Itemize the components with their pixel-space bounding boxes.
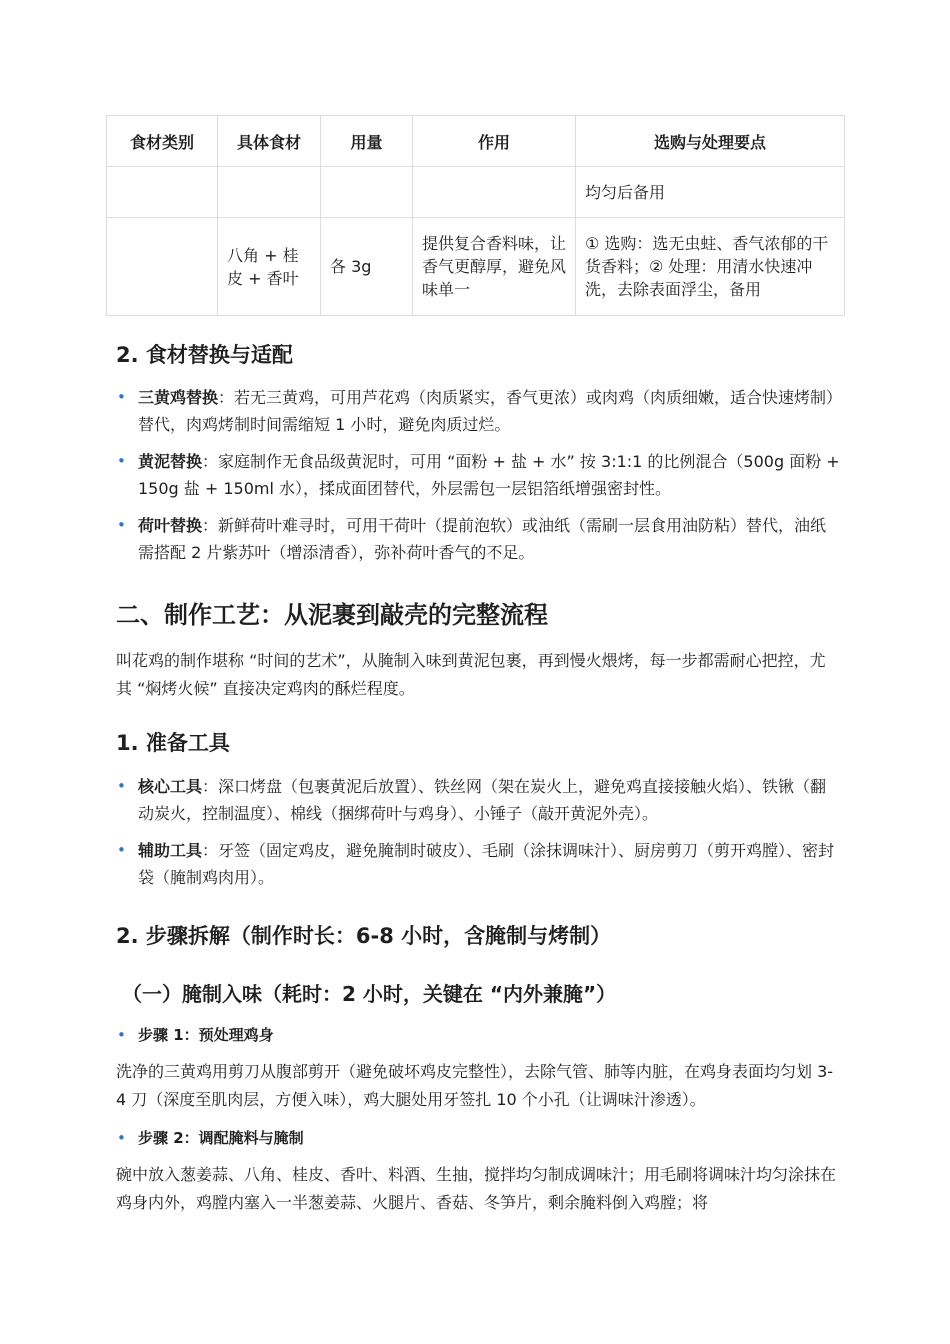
table-header-cell: 选购与处理要点 [576,116,845,167]
item-label: 荷叶替换 [138,516,203,535]
table-cell [107,218,218,316]
process-intro: 叫花鸡的制作堪称 “时间的艺术”，从腌制入味到黄泥包裹，再到慢火煨烤，每一步都需耐心把控，尤其 “焖烤火候” 直接决定鸡肉的酥烂程度。 [116,651,826,698]
item-text: ：新鲜荷叶难寻时，可用干荷叶（提前泡软）或油纸（需刷一层食用油防粘）替代，油纸需搭配 2 片紫苏叶（增添清香），弥补荷叶香气的不足。 [138,516,827,562]
list-item [116,773,840,827]
table-header-cell: 具体食材 [218,116,321,167]
item-text: ：家庭制作无食品级黄泥时，可用 “面粉 + 盐 + 水” 按 3:1:1 的比例混合（500g 面粉 + 150g 盐 + 150ml 水），揉成面团替代，外层需包一层铝箔纸增强密封性。 [138,452,840,498]
step-1-label: • 步骤 1：预处理鸡身 [116,1023,274,1047]
substitution-list [116,384,840,566]
table-cell [107,167,218,218]
step-1-text: 洗净的三黄鸡用剪刀从腹部剪开（避免破坏鸡皮完整性），去除气管、肺等内脏，在鸡身表面均匀划 3-4 刀（深度至肌肉层，方便入味），鸡大腿处用牙签扎 10 个小孔（让调味汁渗透）。 [116,1062,834,1109]
table-cell [218,167,321,218]
process-heading: 二、制作工艺：从泥裹到敲壳的完整流程 [116,601,548,629]
table-cell [413,167,576,218]
table-header-row [107,116,845,167]
table-cell: 八角 + 桂皮 + 香叶 [218,218,321,316]
tools-heading: 1. 准备工具 [116,731,230,755]
table-header-cell: 作用 [413,116,576,167]
step-2-text: 碗中放入葱姜蒜、八角、桂皮、香叶、料酒、生抽，搅拌均匀制成调味汁；用毛刷将调味汁均匀涂抹在鸡身内外，鸡膛内塞入一半葱姜蒜、火腿片、香菇、冬笋片，剩余腌料倒入鸡膛；将 [116,1165,837,1212]
item-text: ：牙签（固定鸡皮，避免腌制时破皮）、毛刷（涂抹调味汁）、厨房剪刀（剪开鸡膛）、密封袋（腌制鸡肉用）。 [138,841,835,887]
table-cell: 提供复合香料味，让香气更醇厚，避免风味单一 [413,218,576,316]
ingredients-table [106,115,845,316]
list-item [116,448,840,502]
substitution-heading: 2. 食材替换与适配 [116,343,293,367]
item-text: ：若无三黄鸡，可用芦花鸡（肉质紧实，香气更浓）或肉鸡（肉质细嫩，适合快速烤制）替代，肉鸡烤制时间需缩短 1 小时，避免肉质过烂。 [138,388,835,434]
step-2-label: • 步骤 2：调配腌料与腌制 [116,1126,304,1150]
table-header-cell: 食材类别 [107,116,218,167]
item-label: 辅助工具 [138,841,203,860]
table-row [107,167,845,218]
list-item [116,384,840,438]
steps-subheading: （一）腌制入味（耗时：2 小时，关键在 “内外兼腌”） [122,982,617,1006]
steps-heading: 2. 步骤拆解（制作时长：6-8 小时，含腌制与烤制） [116,924,612,948]
table-header-cell: 用量 [321,116,413,167]
table-row [107,218,845,316]
table-cell [321,167,413,218]
item-label: 三黄鸡替换 [138,388,219,407]
table-cell: ① 选购：选无虫蛀、香气浓郁的干货香料；② 处理：用清水快速冲洗，去除表面浮尘，备用 [576,218,845,316]
list-item [116,837,840,891]
list-item [116,512,840,566]
item-label: 黄泥替换 [138,452,203,471]
item-label: 核心工具 [138,777,203,796]
tools-list [116,773,840,891]
table-cell: 均匀后备用 [576,167,845,218]
item-text: ：深口烤盘（包裹黄泥后放置）、铁丝网（架在炭火上，避免鸡直接接触火焰）、铁锹（翻动炭火，控制温度）、棉线（捆绑荷叶与鸡身）、小锤子（敲开黄泥外壳）。 [138,777,827,823]
table-cell: 各 3g [321,218,413,316]
